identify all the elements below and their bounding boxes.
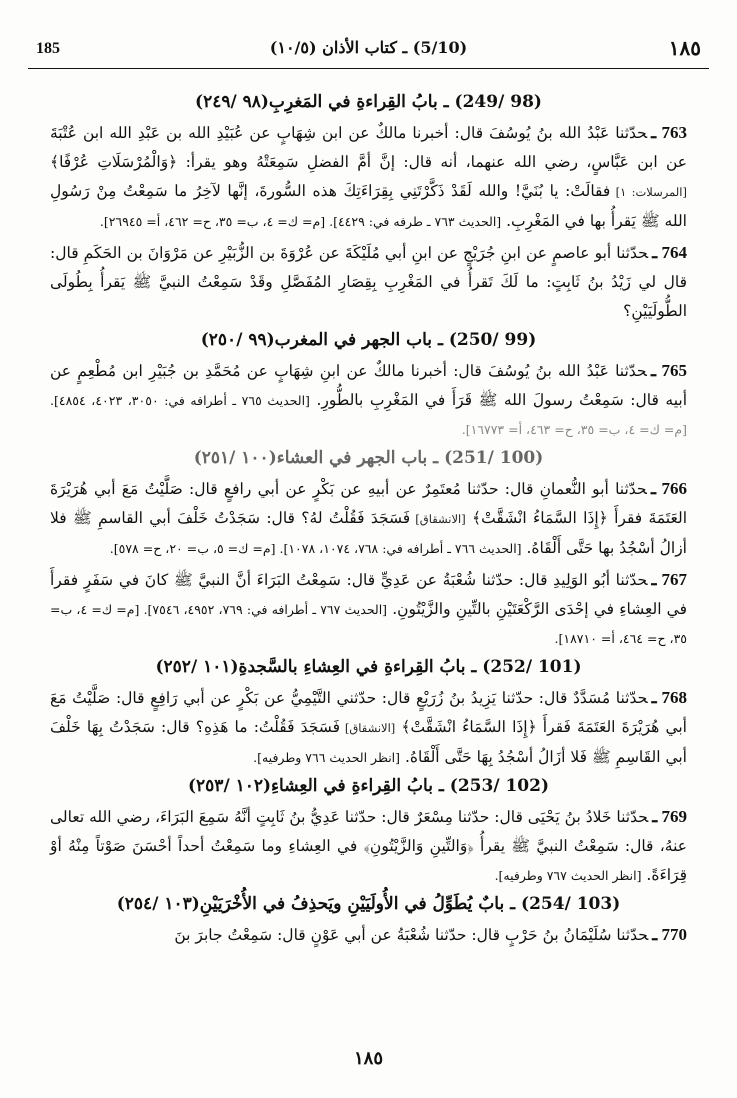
hadith-number: 764 ـ xyxy=(652,243,687,262)
hadith-paragraph xyxy=(50,474,687,563)
hadith-text: حدّثنا عَبْدُ الله بنُ يُوسُفَ قال: أخبرنا مالكٌ عن ابن شِهَابٍ عن عُبَيْدِ الله بن عَبْدِ الله ابن عُتْبَةَ عن ابن عَبَّاسٍ، رضي الله عنهما، أنه قال: إنَّ أمَّ الفضلِ سَمِعَتْهُ وهو يقرأ: ﴿وَالْمُرْسَلَاتِ عُرْفًا﴾ xyxy=(50,124,687,171)
hadith-text: حدّثنا مُسَدَّدٌ قال: حدّثنا يَزِيدُ بنُ زُرَيْعٍ قال: حدّثني التَّيْمِيُّ عن بَكْرٍ عن أبي رَافِعٍ قال: صَلَّيْتُ مَعَ أبي هُرَيْرَةَ العَتَمَةَ فَقرأَ ﴿إِذَا السَّمَاءُ انْشَقَّتْ﴾ xyxy=(50,689,687,736)
hadith-paragraph xyxy=(50,802,687,890)
chapter-heading: (98 /249) ـ بابُ القِراءةِ في المَغرِبِ(٩٨ /٢٤٩) xyxy=(195,92,542,112)
hadith-number: 766 ـ xyxy=(650,479,687,498)
hadith-reference: [الحديث ٧٦٧ ـ أطرافه في: ٧٦٩، ٤٩٥٢، ٧٥٤٦]. [م= ك= ٤، ب= ٣٥، ح= ٤٦٤، أ= ١٨٧١٠]. xyxy=(50,602,687,646)
quran-reference: [المرسلات: ١] xyxy=(610,185,687,199)
hadith-reference: [انظر الحديث ٧٦٧ وطرفيه]. xyxy=(494,868,642,883)
hadith-paragraph xyxy=(50,565,687,653)
chapter-heading: (100 /251) ـ باب الجهر في العشاء(١٠٠ /٢٥١) xyxy=(193,448,544,468)
quran-reference: [الانشقاق] xyxy=(340,721,396,735)
hadith-text: فَسَجَدَ فَقُلْتُ: ما هَذِهِ؟ قال: سَجَدْتُ بِهَا خَلْفَ أبي القَاسِمِ ﷺ فَلا أزَالُ أسْجُدُ بِهَا حَتَّى أَلْقَاهُ. xyxy=(50,718,687,766)
chapter-heading: (101 /252) ـ بابُ القِراءةِ في العِشاءِ بالسَّجدةِ(١٠١ /٢٥٢) xyxy=(155,657,582,677)
hadith-number: 767 ـ xyxy=(651,570,687,589)
hadith-reference: [الحديث ٧٦٣ ـ طرفه في: ٤٤٢٩]. [م= ك= ٤، ب= ٣٥، ح= ٤٦٢، أ= ٢٦٩٤٥]. xyxy=(99,214,502,229)
hadith-number: 765 ـ xyxy=(650,361,687,380)
hadith-number: 770 ـ xyxy=(652,925,687,944)
hadith-number: 768 ـ xyxy=(651,688,687,707)
page-number-latin: 185 xyxy=(36,40,60,57)
hadith-text: حدّثنا سُلَيْمَانُ بنُ حَرْبٍ قال: حدّثنا شُعْبَةُ عن أبي عَوْنٍ قال: سَمِعْتُ جابرَ بنَ xyxy=(174,926,649,944)
chapter-heading: (102 /253) ـ بابُ القِراءةِ في العِشاءِ(١٠٢ /٢٥٣) xyxy=(187,776,549,796)
hadith-text: فَسَجَدَ فَقُلْتُ لهُ؟ قال: سَجَدْتُ خَلْفَ أبي القاسمِ ﷺ فلا أزالُ أسْجُدُ بها حَتَّى أَلْقَاهُ. xyxy=(50,509,687,557)
hadith-reference: [انظر الحديث ٧٦٦ وطرفيه]. xyxy=(253,750,401,765)
hadith-text: حدّثنا أبو عاصمٍ عن ابنِ جُرَيْجٍ عن ابنِ أبي مُلَيْكَةَ عن عُرْوَةَ بن الزُّبَيْرِ عن مَرْوَانَ بن الحَكَمِ قال: قال لي زَيْدُ بنُ ثَابِتٍ: ما لَكَ تَقرأُ في المَغْرِبِ بِقِصَارِ المُفَصَّلِ وقَدْ سَمِعْتُ النبيَّ ﷺ يَقرأُ بِطُولَى الطُّولَيَيْنِ؟ xyxy=(50,244,687,320)
hadith-reference: [م= ك= ٤، ب= ٣٥، ح= ٤٦٣، أ= ١٦٧٧٣]. xyxy=(461,422,687,437)
hadith-paragraph xyxy=(50,238,687,326)
hadith-number: 769 ـ xyxy=(652,807,687,826)
hadith-paragraph xyxy=(50,920,687,950)
chapter-heading: (99 /250) ـ باب الجهر في المغرب(٩٩ /٢٥٠) xyxy=(200,330,537,350)
page-number-arabic: ١٨٥ xyxy=(668,36,701,60)
header-rule xyxy=(28,68,709,69)
running-title: (5/10) ـ كتاب الأذان (١٠/٥) xyxy=(269,38,468,57)
hadith-text: فقالَتْ: يا بُنَيَّ! والله لَقَدْ ذَكَّرْتَنِي بِقِرَاءَتِكَ هذه السُّورةَ، إنَّها لآخِرُ ما سَمِعْتُ مِنْ رَسُولِ الله ﷺ يَقرأُ بها في المَغْرِبِ. xyxy=(50,182,687,230)
hadith-reference: [الحديث ٧٦٥ ـ أطرافه في: ٣٠٥٠، ٤٠٢٣، ٤٨٥٤]. xyxy=(50,393,310,408)
hadith-paragraph xyxy=(50,356,687,444)
footer-page-number: ١٨٥ xyxy=(353,1048,383,1069)
hadith-text: حدّثنا عَبْدُ الله بنُ يُوسُفَ قال: أخبرنا مالكٌ عن ابنِ شِهَابٍ عن مُحَمَّدِ بن جُبَيْرِ ابن مُطْعِمٍ عن أبيه قال: سَمِعْتُ رسولَ الله ﷺ قَرَأَ في المَغْرِبِ بالطُّورِ. xyxy=(50,362,687,409)
quran-reference: [الانشقاق] xyxy=(410,512,466,526)
hadith-text: حدّثنا أبُو الوَلِيدِ قال: حدّثنا شُعْبَةُ عن عَدِيٍّ قال: سَمِعْتُ البَرَاءَ أنَّ النبيَّ ﷺ كانَ في سَفَرٍ فقرأَ في العِشاءِ في إحْدَى الرَّكْعَتَيْنِ بالتِّينِ والزَّيْتُونِ. xyxy=(50,571,688,618)
hadith-number: 763 ـ xyxy=(651,123,687,142)
hadith-text: حدّثنا أبو النُّعمانِ قال: حدّثنا مُعتَمِرٌ عن أبيهِ عن بَكْرٍ عن أبي رافعٍ قال: صَلَّيْتُ مَعَ أبي هُرَيْرَةَ العَتَمَةَ فقرأَ ﴿إِذَا السَّمَاءُ انْشَقَّتْ﴾ xyxy=(50,480,687,527)
page-header xyxy=(28,34,709,66)
hadith-paragraph xyxy=(50,683,687,772)
hadith-paragraph xyxy=(50,118,687,236)
hadith-reference: [الحديث ٧٦٦ ـ أطرافه في: ٧٦٨، ١٠٧٤، ١٠٧٨]. [م= ك= ٥، ب= ٢٠، ح= ٥٧٨]. xyxy=(109,541,522,556)
chapter-heading: (103 /254) ـ بابٌ يُطَوِّلُ في الأُولَيَيْنِ ويَحذِفُ في الأُخْرَيَيْنِ(١٠٣ /٢٥٤) xyxy=(116,894,621,914)
page-body xyxy=(50,88,687,952)
hadith-text: حدّثنا خَلادُ بنُ يَحْيَى قال: حدّثنا مِسْعَرٌ قال: حدّثنا عَدِيُّ بنُ ثَابِتٍ أنَّهُ سَمِعَ البَرَاءَ، رضي الله تعالى عنهُ، قال: سَمِعْتُ النبيَّ ﷺ يقرأُ ﴿وَالتِّينِ وَالزَّيْتُونِ﴾ في العِشاءِ وما سَمِعْتُ أحداً أحْسَنَ صَوْتاً مِنْهُ أوْ قِرَاءَةً. xyxy=(50,808,687,884)
